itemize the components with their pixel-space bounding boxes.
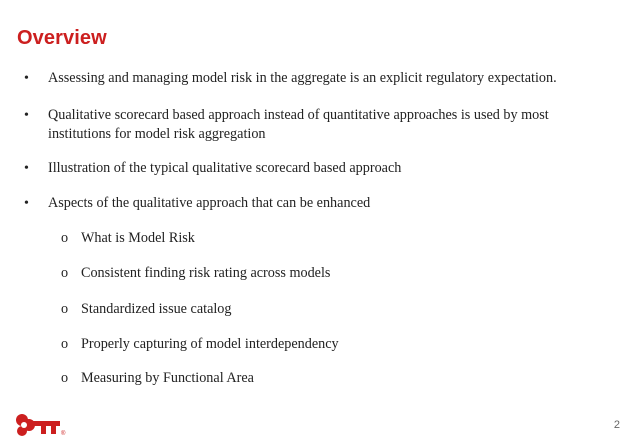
bullet-marker: •	[24, 196, 29, 211]
sub-bullet-text: Standardized issue catalog	[81, 301, 232, 317]
sub-bullet-marker: o	[61, 265, 69, 281]
sub-bullet-text: Measuring by Functional Area	[81, 370, 254, 386]
key-logo-icon	[15, 411, 67, 437]
sub-bullet-item	[61, 335, 621, 354]
registered-mark: ®	[61, 431, 66, 437]
bullet-text: Assessing and managing model risk in the aggregate is an explicit regulatory expectation.	[48, 70, 557, 86]
bullet-text: Qualitative scorecard based approach instead of quantitative approaches is used by most institutions for model risk aggregation	[48, 107, 549, 142]
bullet-item	[24, 106, 614, 144]
sub-bullet-text: Properly capturing of model interdependency	[81, 336, 339, 352]
bullet-text: Illustration of the typical qualitative scorecard based approach	[48, 160, 402, 176]
bullet-item	[24, 69, 614, 88]
page-number: 2	[613, 419, 620, 431]
sub-bullet-item	[61, 264, 621, 283]
sub-bullet-marker: o	[61, 370, 69, 386]
bullet-marker: •	[24, 108, 29, 123]
sub-bullet-text: What is Model Risk	[81, 230, 195, 246]
bullet-item	[24, 159, 614, 178]
sub-bullet-item	[61, 369, 621, 388]
slide-title: Overview	[17, 27, 107, 49]
bullet-text: Aspects of the qualitative approach that can be enhanced	[48, 195, 371, 211]
sub-bullet-marker: o	[61, 301, 69, 317]
sub-bullet-item	[61, 229, 621, 248]
bullet-marker: •	[24, 71, 29, 86]
sub-bullet-marker: o	[61, 336, 69, 352]
sub-bullet-marker: o	[61, 230, 69, 246]
sub-bullet-item	[61, 300, 621, 319]
bullet-item	[24, 194, 614, 213]
sub-bullet-text: Consistent finding risk rating across models	[81, 265, 331, 281]
bullet-marker: •	[24, 161, 29, 176]
